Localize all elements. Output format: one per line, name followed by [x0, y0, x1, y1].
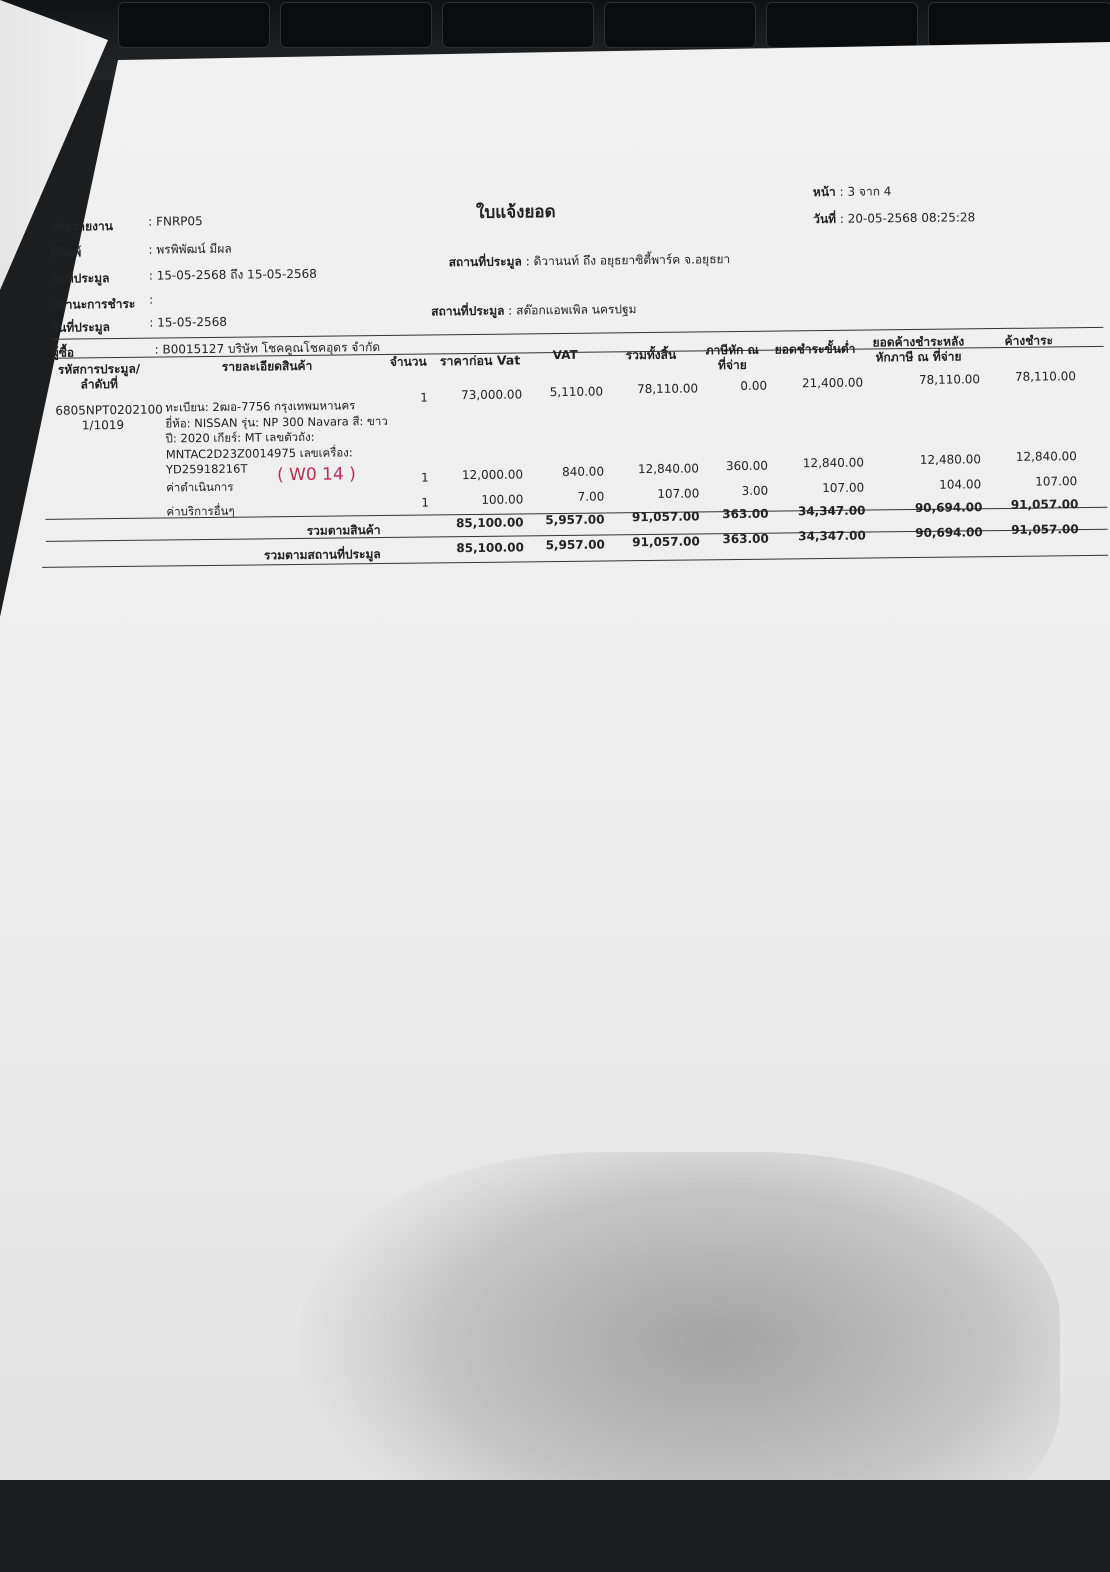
auction-date-range-value: : 15-05-2568 ถึง 15-05-2568 — [148, 266, 317, 283]
printed-by-label: ผู้พิมพ์ — [50, 245, 82, 260]
grand-total-pre-vat: 85,100.00 — [456, 540, 524, 556]
fee-other-vat: 7.00 — [577, 489, 605, 504]
hand-shadow — [300, 1152, 1060, 1572]
item-balance: 78,110.00 — [918, 372, 981, 387]
fee-operation-wht: 360.00 — [725, 458, 769, 474]
handwritten-note: ( W0 14 ) — [276, 464, 356, 486]
fee-other-wht: 3.00 — [741, 483, 769, 498]
fee-operation-pre-vat: 12,000.00 — [461, 467, 524, 483]
fee-operation-outstanding: 12,840.00 — [1015, 449, 1077, 464]
subtotal-vat: 5,957.00 — [545, 512, 605, 528]
subtotal-balance: 90,694.00 — [914, 500, 983, 515]
payment-status-label: สถานะการชำระ — [51, 296, 136, 312]
grand-total-balance: 90,694.00 — [915, 525, 983, 540]
grand-total-label: รวมตามสถานที่ประมูล — [263, 547, 381, 563]
item-code: 6805NPT0202100 1/1019 — [55, 402, 163, 433]
header-vat: VAT — [552, 347, 578, 363]
report-code-label: รหัสรายงาน — [50, 219, 114, 234]
grand-total-min-payment: 34,347.00 — [798, 528, 866, 544]
header-total: รวมทั้งสิ้น — [625, 347, 677, 363]
header-outstanding: ค้างชำระ — [1004, 333, 1054, 348]
auction-place-2: สถานที่ประมูล : สต๊อกแอพเพิล นครปฐม — [431, 302, 637, 319]
item-min-payment: 21,400.00 — [801, 375, 864, 391]
subtotal-wht: 363.00 — [722, 506, 769, 522]
auction-date-label: วันที่ประมูล — [51, 320, 111, 335]
fee-other-label: ค่าบริการอื่นๆ — [166, 503, 235, 519]
fee-operation-balance: 12,480.00 — [919, 452, 982, 467]
print-date: วันที่ : 20-05-2568 08:25:28 — [813, 210, 976, 227]
grand-total-outstanding: 91,057.00 — [1011, 522, 1079, 537]
item-total: 78,110.00 — [636, 381, 699, 397]
subtotal-pre-vat: 85,100.00 — [455, 515, 524, 531]
fee-operation-total: 12,840.00 — [637, 461, 700, 477]
item-pre-vat: 73,000.00 — [461, 387, 523, 403]
header-auction-code: รหัสการประมูล/ ลำดับที่ — [57, 361, 141, 392]
header-qty: จำนวน — [389, 354, 427, 369]
header-min-payment: ยอดชำระขั้นต่ำ — [774, 341, 856, 357]
subtotal-label: รวมตามสินค้า — [306, 523, 381, 538]
header-pre-vat: ราคาก่อน Vat — [439, 352, 521, 369]
auction-date-value: : 15-05-2568 — [149, 314, 228, 330]
fee-operation-label: ค่าดำเนินการ — [166, 479, 234, 495]
item-outstanding: 78,110.00 — [1014, 369, 1077, 384]
item-detail: ทะเบียน: 2ฒอ-7756 กรุงเทพมหานคร ยี่ห้อ: NISSAN รุ่น: NP 300 Navara สี: ขาว ปี: 2020 เกียร์: MT เลขตัวถัง: MNTAC2D23Z0014975 เลขเครื่อง: YD25918216T — [165, 398, 388, 477]
fee-other-balance: 104.00 — [939, 477, 982, 492]
buyer-value: : B0015127 บริษัท โชคคูณโชคอุดร จำกัด — [154, 340, 381, 357]
subtotal-min-payment: 34,347.00 — [797, 503, 866, 519]
document-title: ใบแจ้งยอด — [475, 202, 556, 223]
page-info: หน้า : 3 จาก 4 — [812, 184, 892, 200]
fee-other-pre-vat: 100.00 — [481, 492, 524, 507]
fee-other-min-payment: 107.00 — [822, 480, 865, 496]
printed-by-value: : พรพิพัฒน์ มีผล — [148, 241, 232, 257]
fee-other-qty: 1 — [421, 495, 430, 510]
grand-total-wht: 363.00 — [722, 531, 769, 547]
report-code-value: : FNRP05 — [148, 214, 203, 229]
buyer-label: ผู้ซื้อ — [51, 345, 75, 360]
header-balance: ยอดค้างชำระหลัง หักภาษี ณ ที่จ่าย — [872, 334, 965, 365]
fee-other-total: 107.00 — [657, 486, 700, 501]
fee-other-outstanding: 107.00 — [1035, 474, 1078, 489]
auction-place-1: สถานที่ประมูล : ดิวานนท์ ถึง อยุธยาซิตี้พาร์ค จ.อยุธยา — [448, 252, 731, 270]
fee-operation-qty: 1 — [421, 470, 429, 485]
auction-date-range-label: วันที่ประมูล — [50, 271, 110, 286]
item-vat: 5,110.00 — [549, 384, 604, 400]
subtotal-outstanding: 91,057.00 — [1010, 497, 1079, 512]
subtotal-total: 91,057.00 — [631, 509, 700, 525]
grand-total-total: 91,057.00 — [632, 534, 700, 550]
grand-total-vat: 5,957.00 — [545, 537, 605, 553]
item-wht: 0.00 — [740, 378, 768, 393]
fee-operation-min-payment: 12,840.00 — [802, 455, 865, 471]
header-wht: ภาษีหัก ณ ที่จ่าย — [705, 342, 759, 373]
header-detail: รายละเอียดสินค้า — [221, 358, 313, 374]
statement-document — [0, 0, 1110, 606]
item-qty: 1 — [420, 390, 428, 405]
grand-total-bottom-rule — [42, 555, 1108, 568]
payment-status-value: : — [148, 292, 154, 307]
fee-operation-vat: 840.00 — [561, 464, 605, 479]
